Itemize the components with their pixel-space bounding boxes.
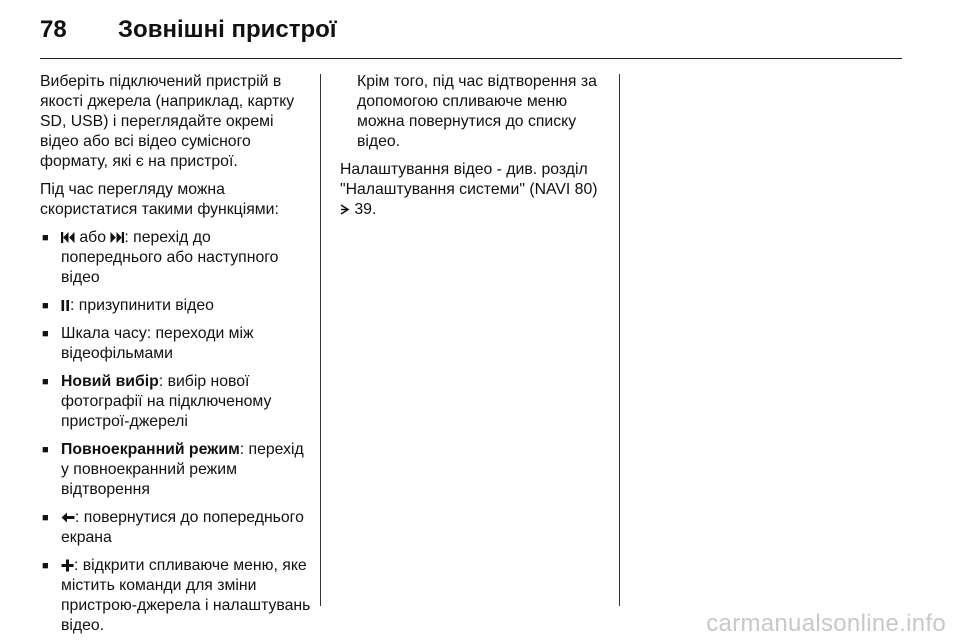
bullet-square-icon: ■ [42, 232, 49, 244]
list-item-back [40, 508, 312, 548]
page-reference-icon [340, 203, 350, 216]
list-item-text: : перехід до попереднього або наступного відео [61, 229, 279, 286]
skip-previous-icon [61, 231, 75, 244]
settings-reference-text: Налаштування відео - див. розділ "Налаштування системи" (NAVI 80) [340, 161, 598, 198]
bullet-square-icon: ■ [42, 512, 49, 524]
right-column [340, 72, 610, 228]
list-item-text: : вибір нової фотографії на підключеному пристрої-джерелі [61, 373, 272, 430]
bullet-square-icon: ■ [42, 300, 49, 312]
list-item-text: : перехід у повноекранний режим відтворення [61, 441, 304, 498]
list-item-timeline [40, 324, 312, 364]
site-watermark: carmanualsonline.info [706, 610, 946, 637]
page-reference-number: 39. [350, 201, 377, 218]
bullet-square-icon: ■ [42, 560, 49, 572]
functions-lead: Під час перегляду можна скористатися такими функціями: [40, 181, 279, 218]
settings-reference-paragraph [340, 160, 610, 220]
list-item-new-selection [40, 372, 312, 432]
skip-next-icon [110, 231, 124, 244]
column-divider-left [320, 74, 321, 606]
list-item-text: Шкала часу: переходи між відеофільмами [61, 325, 254, 362]
left-column [40, 72, 312, 644]
list-item-bold: Повноекранний режим [61, 441, 240, 458]
intro-paragraph: Виберіть підключений пристрій в якості джерела (наприклад, картку SD, USB) і переглядайте окремі відео або всі відео сумісного формату, які є на пристрої. [40, 73, 295, 170]
chapter-title: Зовнішні пристрої [118, 16, 337, 43]
column-divider-right [619, 74, 620, 606]
list-item-pause [40, 296, 312, 316]
continuation-paragraph: Крім того, під час відтворення за допомогою спливаюче меню можна повернутися до списку відео. [357, 73, 597, 150]
bullet-square-icon: ■ [42, 328, 49, 340]
list-item-fullscreen [40, 440, 312, 500]
list-item-bold: Новий вибір [61, 373, 159, 390]
page-header [40, 14, 902, 59]
list-item-skip [40, 228, 312, 288]
list-item-menu [40, 556, 312, 636]
list-item-text: : відкрити спливаюче меню, яке містить команди для зміни пристрою-джерела і налаштувань відео. [61, 557, 311, 634]
list-item-text: : повернутися до попереднього екрана [61, 509, 304, 546]
bullet-square-icon: ■ [42, 376, 49, 388]
bullet-square-icon: ■ [42, 444, 49, 456]
page-number: 78 [40, 16, 67, 43]
list-item-text: : призупинити відео [70, 297, 214, 314]
pause-icon [61, 299, 70, 312]
list-item-or: або [75, 229, 111, 246]
back-arrow-icon [61, 511, 75, 524]
plus-icon [61, 559, 74, 572]
